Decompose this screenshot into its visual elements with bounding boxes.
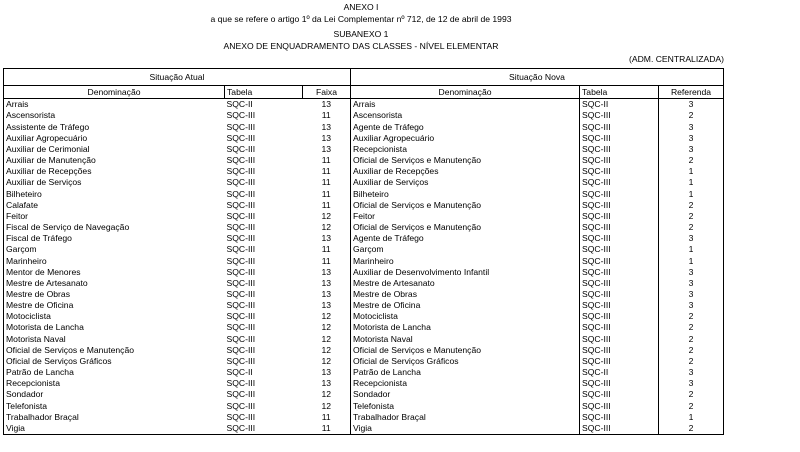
cell-denominacao-new: Recepcionista bbox=[351, 144, 580, 155]
cell-tabela-new: SQC-III bbox=[580, 233, 659, 244]
cell-referenda: 1 bbox=[659, 188, 724, 199]
cell-referenda: 3 bbox=[659, 289, 724, 300]
cell-denominacao-new: Agente de Tráfego bbox=[351, 121, 580, 132]
cell-faixa: 12 bbox=[321, 222, 332, 233]
cell-referenda: 3 bbox=[659, 133, 724, 144]
cell-faixa: 12 bbox=[321, 333, 332, 344]
cell-referenda: 3 bbox=[659, 233, 724, 244]
cell-denominacao-new: Telefonista bbox=[351, 400, 580, 411]
annex-description: ANEXO DE ENQUADRAMENTO DAS CLASSES - NÍVEL ELEMENTAR bbox=[223, 41, 499, 51]
cell-referenda: 2 bbox=[659, 322, 724, 333]
cell-denominacao: Auxiliar de Serviços bbox=[4, 177, 225, 188]
table-row bbox=[4, 311, 724, 322]
table-row bbox=[4, 322, 724, 333]
cell-tabela-new: SQC-III bbox=[580, 356, 659, 367]
cell-tabela: SQC-III bbox=[226, 210, 256, 221]
cell-denominacao-new: Arrais bbox=[351, 99, 580, 111]
cell-tabela: SQC-III bbox=[226, 244, 256, 255]
cell-referenda: 3 bbox=[659, 266, 724, 277]
cell-tabela-new: SQC-III bbox=[580, 110, 659, 121]
cell-tabela-new: SQC-III bbox=[580, 266, 659, 277]
cell-tabela-new: SQC-III bbox=[580, 278, 659, 289]
column-header-referenda: Referenda bbox=[659, 86, 724, 99]
cell-tabela: SQC-III bbox=[226, 177, 256, 188]
cell-faixa: 12 bbox=[321, 322, 332, 333]
table-body bbox=[4, 99, 724, 435]
cell-tabela-new: SQC-III bbox=[580, 411, 659, 422]
cell-faixa: 11 bbox=[321, 411, 331, 422]
cell-faixa: 12 bbox=[321, 355, 332, 366]
cell-denominacao: Sondador bbox=[4, 389, 225, 400]
cell-tabela-new: SQC-III bbox=[580, 166, 659, 177]
cell-tabela: SQC-III bbox=[226, 255, 256, 266]
cell-denominacao: Oficial de Serviços Gráficos bbox=[4, 356, 225, 367]
administration-note: (ADM. CENTRALIZADA) bbox=[628, 54, 724, 64]
cell-tabela: SQC-III bbox=[226, 266, 256, 277]
cell-tabela: SQC-III bbox=[226, 322, 256, 333]
table-row bbox=[4, 222, 724, 233]
cell-tabela: SQC-III bbox=[226, 411, 256, 422]
cell-tabela-new: SQC-III bbox=[580, 289, 659, 300]
table-row bbox=[4, 121, 724, 132]
cell-referenda: 2 bbox=[659, 423, 724, 435]
cell-faixa: 13 bbox=[321, 277, 332, 288]
cell-tabela: SQC-III bbox=[226, 121, 256, 132]
cell-tabela-new: SQC-III bbox=[580, 222, 659, 233]
cell-tabela: SQC-III bbox=[226, 288, 256, 299]
cell-tabela-new: SQC-III bbox=[580, 378, 659, 389]
table-row bbox=[4, 278, 724, 289]
cell-tabela: SQC-III bbox=[226, 300, 256, 311]
cell-faixa: 11 bbox=[321, 166, 331, 177]
cell-tabela: SQC-III bbox=[226, 166, 256, 177]
cell-denominacao: Fiscal de Serviço de Navegação bbox=[4, 222, 225, 233]
column-header-denominacao-new: Denominação bbox=[351, 86, 580, 99]
cell-tabela-new: SQC-III bbox=[580, 344, 659, 355]
cell-denominacao-new: Motorista Naval bbox=[351, 333, 580, 344]
cell-denominacao: Auxiliar Agropecuário bbox=[4, 133, 225, 144]
cell-denominacao: Patrão de Lancha bbox=[4, 367, 225, 378]
cell-faixa: 11 bbox=[321, 244, 331, 255]
cell-faixa: 13 bbox=[321, 300, 332, 311]
column-header-tabela-new: Tabela bbox=[580, 86, 659, 99]
cell-denominacao-new: Oficial de Serviços e Manutenção bbox=[351, 155, 580, 166]
cell-referenda: 1 bbox=[659, 166, 724, 177]
cell-tabela: SQC-III bbox=[226, 132, 256, 143]
table-row bbox=[4, 233, 724, 244]
column-header-tabela: Tabela bbox=[225, 86, 303, 99]
cell-denominacao-new: Oficial de Serviços e Manutenção bbox=[351, 222, 580, 233]
cell-faixa: 13 bbox=[321, 233, 332, 244]
cell-denominacao: Mestre de Obras bbox=[4, 289, 225, 300]
cell-referenda: 3 bbox=[659, 378, 724, 389]
table-row bbox=[4, 367, 724, 378]
cell-tabela-new: SQC-III bbox=[580, 322, 659, 333]
cell-referenda: 3 bbox=[659, 144, 724, 155]
cell-denominacao-new: Mestre de Artesanato bbox=[351, 278, 580, 289]
cell-tabela: SQC-III bbox=[226, 110, 256, 121]
cell-faixa: 13 bbox=[321, 99, 332, 110]
cell-referenda: 2 bbox=[659, 344, 724, 355]
cell-denominacao-new: Auxiliar de Desenvolvimento Infantil bbox=[351, 266, 580, 277]
cell-faixa: 11 bbox=[321, 177, 331, 188]
cell-denominacao-new: Motorista de Lancha bbox=[351, 322, 580, 333]
cell-referenda: 3 bbox=[659, 367, 724, 378]
cell-denominacao: Oficial de Serviços e Manutenção bbox=[4, 344, 225, 355]
cell-denominacao: Feitor bbox=[4, 211, 225, 222]
column-header-faixa: Faixa bbox=[303, 86, 351, 99]
cell-denominacao-new: Feitor bbox=[351, 211, 580, 222]
cell-tabela-new: SQC-III bbox=[580, 177, 659, 188]
cell-tabela: SQC-III bbox=[225, 423, 303, 435]
cell-denominacao-new: Trabalhador Braçal bbox=[351, 411, 580, 422]
cell-denominacao: Telefonista bbox=[4, 400, 225, 411]
cell-tabela: SQC-III bbox=[226, 143, 256, 154]
cell-tabela: SQC-III bbox=[226, 355, 256, 366]
cell-tabela: SQC-III bbox=[226, 389, 256, 400]
cell-faixa: 12 bbox=[321, 389, 332, 400]
cell-faixa: 11 bbox=[321, 199, 331, 210]
cell-faixa: 13 bbox=[321, 143, 332, 154]
group-header-new: Situação Nova bbox=[351, 69, 724, 86]
table-row bbox=[4, 333, 724, 344]
table-row bbox=[4, 166, 724, 177]
cell-denominacao: Trabalhador Braçal bbox=[4, 411, 225, 422]
table-row bbox=[4, 144, 724, 155]
cell-referenda: 1 bbox=[659, 255, 724, 266]
cell-referenda: 2 bbox=[659, 211, 724, 222]
cell-denominacao-new: Oficial de Serviços Gráficos bbox=[351, 356, 580, 367]
table-row bbox=[4, 411, 724, 422]
cell-tabela-new: SQC-III bbox=[580, 133, 659, 144]
cell-faixa: 11 bbox=[303, 423, 351, 435]
cell-tabela: SQC-III bbox=[226, 333, 256, 344]
table-row bbox=[4, 300, 724, 311]
cell-tabela-new: SQC-II bbox=[580, 367, 659, 378]
cell-faixa: 13 bbox=[321, 132, 332, 143]
cell-denominacao: Auxiliar de Cerimonial bbox=[4, 144, 225, 155]
cell-referenda: 3 bbox=[659, 300, 724, 311]
cell-referenda: 2 bbox=[659, 400, 724, 411]
cell-denominacao-new: Motociclista bbox=[351, 311, 580, 322]
table-row bbox=[4, 255, 724, 266]
cell-referenda: 3 bbox=[659, 121, 724, 132]
cell-faixa: 12 bbox=[321, 400, 332, 411]
cell-faixa: 11 bbox=[321, 110, 331, 121]
cell-faixa: 13 bbox=[321, 288, 332, 299]
cell-denominacao-new: Auxiliar de Serviços bbox=[351, 177, 580, 188]
cell-tabela: SQC-III bbox=[226, 222, 256, 233]
cell-denominacao-new: Mestre de Oficina bbox=[351, 300, 580, 311]
cell-referenda: 2 bbox=[659, 333, 724, 344]
cell-tabela: SQC-III bbox=[226, 277, 256, 288]
cell-faixa: 13 bbox=[321, 378, 332, 389]
cell-denominacao-new: Patrão de Lancha bbox=[351, 367, 580, 378]
cell-faixa: 13 bbox=[321, 367, 332, 378]
table-row bbox=[4, 133, 724, 144]
cell-faixa: 12 bbox=[321, 311, 332, 322]
cell-referenda: 1 bbox=[659, 177, 724, 188]
subannex-title: SUBANEXO 1 bbox=[333, 29, 389, 39]
cell-referenda: 1 bbox=[659, 244, 724, 255]
cell-denominacao-new: Marinheiro bbox=[351, 255, 580, 266]
cell-faixa: 11 bbox=[321, 155, 331, 166]
cell-tabela: SQC-II bbox=[226, 367, 253, 378]
cell-tabela-new: SQC-III bbox=[580, 188, 659, 199]
table-row bbox=[4, 356, 724, 367]
cell-tabela-new: SQC-III bbox=[580, 144, 659, 155]
group-header-current: Situação Atual bbox=[4, 69, 351, 86]
cell-denominacao-new: Garçom bbox=[351, 244, 580, 255]
cell-tabela-new: SQC-III bbox=[580, 300, 659, 311]
table-row bbox=[4, 177, 724, 188]
cell-denominacao: Arrais bbox=[4, 99, 225, 111]
cell-denominacao: Vigia bbox=[4, 423, 225, 435]
cell-denominacao: Marinheiro bbox=[4, 255, 225, 266]
cell-denominacao: Mentor de Menores bbox=[4, 266, 225, 277]
cell-tabela: SQC-III bbox=[226, 378, 256, 389]
cell-denominacao: Recepcionista bbox=[4, 378, 225, 389]
cell-tabela-new: SQC-III bbox=[580, 121, 659, 132]
table-row bbox=[4, 266, 724, 277]
cell-referenda: 2 bbox=[659, 311, 724, 322]
cell-tabela-new: SQC-III bbox=[580, 311, 659, 322]
table-row bbox=[4, 244, 724, 255]
table-row bbox=[4, 211, 724, 222]
table-row bbox=[4, 378, 724, 389]
cell-referenda: 2 bbox=[659, 222, 724, 233]
cell-denominacao-new: Agente de Tráfego bbox=[351, 233, 580, 244]
cell-tabela: SQC-III bbox=[226, 199, 256, 210]
cell-tabela-new: SQC-II bbox=[580, 99, 659, 111]
cell-faixa: 12 bbox=[321, 344, 332, 355]
cell-tabela-new: SQC-III bbox=[580, 199, 659, 210]
cell-tabela-new: SQC-III bbox=[580, 389, 659, 400]
cell-faixa: 11 bbox=[321, 188, 331, 199]
cell-denominacao-new: Oficial de Serviços e Manutenção bbox=[351, 199, 580, 210]
cell-denominacao: Bilheteiro bbox=[4, 188, 225, 199]
classification-table bbox=[3, 68, 724, 435]
cell-tabela-new: SQC-III bbox=[580, 400, 659, 411]
cell-denominacao-new: Sondador bbox=[351, 389, 580, 400]
cell-referenda: 2 bbox=[659, 389, 724, 400]
cell-denominacao: Motorista Naval bbox=[4, 333, 225, 344]
cell-denominacao-new: Oficial de Serviços e Manutenção bbox=[351, 344, 580, 355]
cell-referenda: 3 bbox=[659, 99, 724, 111]
table-row bbox=[4, 400, 724, 411]
cell-tabela: SQC-III bbox=[226, 155, 256, 166]
cell-denominacao: Calafate bbox=[4, 199, 225, 210]
cell-denominacao: Mestre de Oficina bbox=[4, 300, 225, 311]
cell-denominacao-new: Bilheteiro bbox=[351, 188, 580, 199]
cell-tabela-new: SQC-III bbox=[580, 244, 659, 255]
cell-denominacao: Garçom bbox=[4, 244, 225, 255]
annex-title: ANEXO I bbox=[343, 2, 379, 12]
cell-denominacao-new: Recepcionista bbox=[351, 378, 580, 389]
cell-faixa: 12 bbox=[321, 210, 332, 221]
table-row bbox=[4, 344, 724, 355]
cell-referenda: 2 bbox=[659, 356, 724, 367]
cell-tabela-new: SQC-III bbox=[580, 423, 659, 435]
table-row bbox=[4, 155, 724, 166]
cell-denominacao: Assistente de Tráfego bbox=[4, 121, 225, 132]
table-row bbox=[4, 423, 724, 435]
annex-subtitle: a que se refere o artigo 1º da Lei Complementar nº 712, de 12 de abril de 1993 bbox=[210, 14, 512, 24]
cell-tabela: SQC-III bbox=[226, 233, 256, 244]
cell-faixa: 13 bbox=[321, 266, 332, 277]
cell-denominacao: Auxiliar de Recepções bbox=[4, 166, 225, 177]
cell-referenda: 3 bbox=[659, 278, 724, 289]
cell-tabela: SQC-III bbox=[226, 344, 256, 355]
cell-tabela: SQC-II bbox=[226, 99, 253, 110]
table-row bbox=[4, 389, 724, 400]
cell-denominacao: Fiscal de Tráfego bbox=[4, 233, 225, 244]
cell-referenda: 2 bbox=[659, 155, 724, 166]
cell-faixa: 13 bbox=[321, 121, 332, 132]
cell-referenda: 2 bbox=[659, 199, 724, 210]
cell-denominacao: Motorista de Lancha bbox=[4, 322, 225, 333]
table-row bbox=[4, 188, 724, 199]
cell-denominacao: Auxiliar de Manutenção bbox=[4, 155, 225, 166]
cell-referenda: 2 bbox=[659, 110, 724, 121]
cell-tabela-new: SQC-III bbox=[580, 211, 659, 222]
cell-denominacao: Motociclista bbox=[4, 311, 225, 322]
cell-tabela: SQC-III bbox=[226, 311, 256, 322]
cell-faixa: 11 bbox=[321, 255, 331, 266]
column-header-denominacao: Denominação bbox=[4, 86, 225, 99]
cell-denominacao-new: Ascensorista bbox=[351, 110, 580, 121]
table-row bbox=[4, 110, 724, 121]
cell-tabela-new: SQC-III bbox=[580, 333, 659, 344]
cell-denominacao-new: Auxiliar de Recepções bbox=[351, 166, 580, 177]
cell-denominacao: Mestre de Artesanato bbox=[4, 278, 225, 289]
table-row bbox=[4, 289, 724, 300]
table-row bbox=[4, 199, 724, 210]
cell-denominacao-new: Vigia bbox=[351, 423, 580, 435]
cell-denominacao-new: Mestre de Obras bbox=[351, 289, 580, 300]
cell-tabela-new: SQC-III bbox=[580, 255, 659, 266]
cell-denominacao: Ascensorista bbox=[4, 110, 225, 121]
cell-tabela: SQC-III bbox=[226, 400, 256, 411]
cell-referenda: 1 bbox=[659, 411, 724, 422]
table-row bbox=[4, 99, 724, 111]
cell-tabela: SQC-III bbox=[226, 188, 256, 199]
cell-tabela-new: SQC-III bbox=[580, 155, 659, 166]
cell-denominacao-new: Auxiliar Agropecuário bbox=[351, 133, 580, 144]
